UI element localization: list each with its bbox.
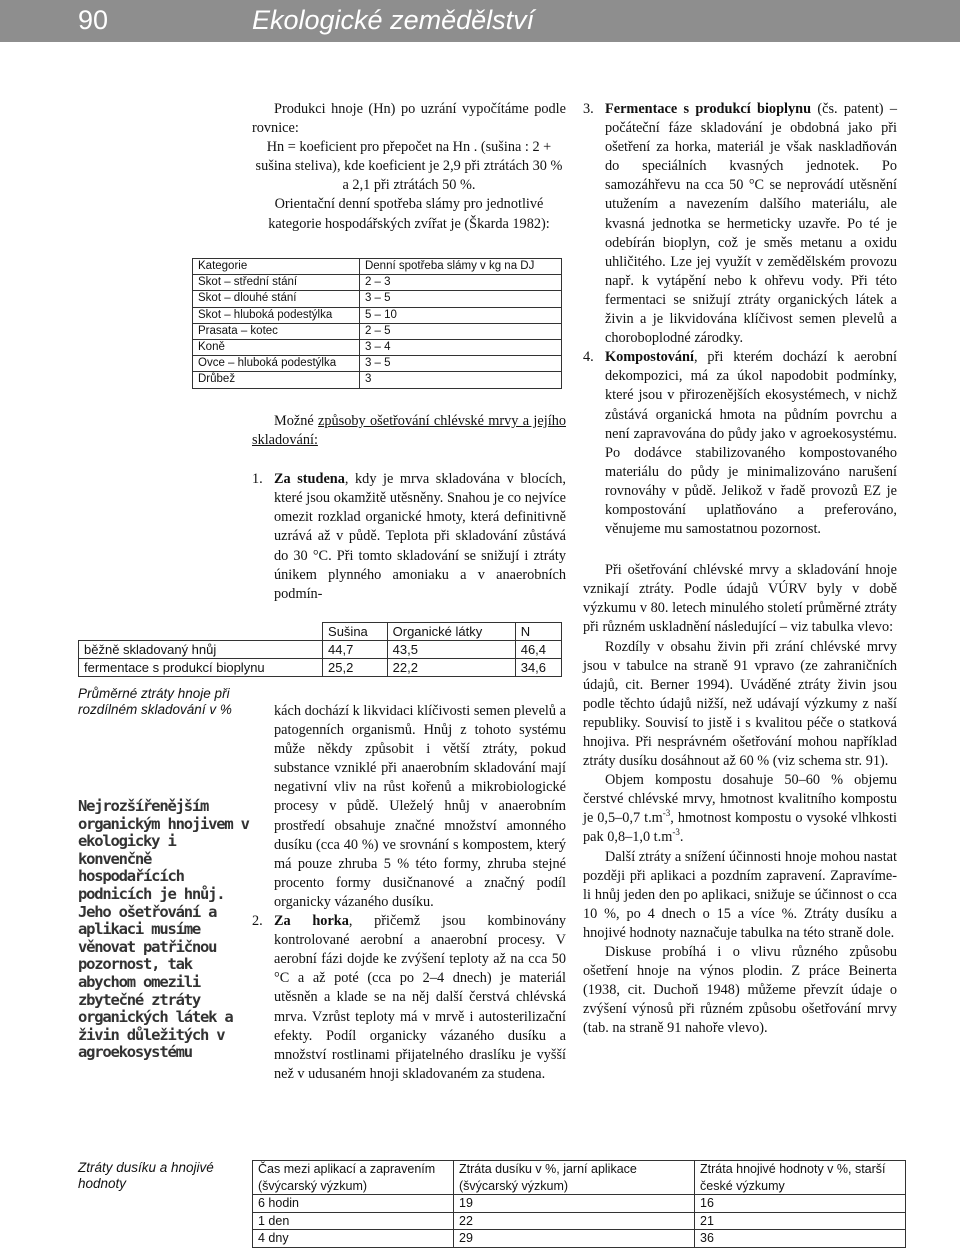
table-header-row	[79, 623, 562, 641]
list-number: 4.	[583, 349, 594, 366]
table-header-cell: Organické látky	[387, 623, 515, 641]
table-header-cell: Čas mezi aplikací a zapravením (švýcarský výzkum)	[253, 1161, 454, 1195]
right-column	[583, 100, 897, 1039]
table-header-cell: Ztráta hnojivé hodnoty v %, starší české výzkumy	[695, 1161, 906, 1195]
item-text: , při kterém dochází k aerobní dekompozici, má za úkol napodobit podmínky, které jsou v přirozenějších ekosystémech, v nichž zůstává organická hmota na půdním povrchu a není zapravována do půdy jako v agroekosystému. Po dodávce stabilizovaného kompostovaného materiálu do půdy je minimalizováno narušení rovnováhy v půdě. Jelikož v řadě provozů EZ je kompostování uplatňováno a preferováno, věnujeme mu samostatnou pozornost.	[605, 349, 897, 538]
list-number: 1.	[252, 471, 263, 488]
list-number: 3.	[583, 101, 594, 117]
list-intro	[252, 412, 566, 450]
straw-consumption-table	[192, 258, 562, 389]
paragraph: Orientační denní spotřeba slámy pro jednotlivé kategorie hospodářských zvířat je (Škarda 1982):	[268, 196, 550, 232]
table-cell: 25,2	[323, 659, 388, 677]
table-row	[253, 1195, 906, 1213]
table-header-row	[193, 259, 562, 275]
middle-column-bottom	[252, 702, 566, 1084]
table-cell: Koně	[193, 340, 360, 356]
table-cell: Ovce – hluboká podestýlka	[193, 356, 360, 372]
paragraph: Další ztráty a snížení účinnosti hnoje mohou nastat později při aplikaci a pozdním zapravení. Zapravíme-li hnůj jeden den po aplikaci, snižuje se účinnost o cca 10 %, po 4 dnech o 15 a více %. Ztráty dusíku a hnojivé hodnoty naznačuje tabulka na této straně dole.	[583, 848, 897, 941]
table-header-cell	[79, 623, 323, 641]
table-cell: 22	[454, 1212, 695, 1230]
table-cell: 19	[454, 1195, 695, 1213]
middle-column-mid	[252, 412, 566, 604]
table-cell: 21	[695, 1212, 906, 1230]
table-cell: 2 – 5	[359, 323, 561, 339]
table-row	[193, 275, 562, 291]
table-cell: 44,7	[323, 641, 388, 659]
page-header	[0, 0, 960, 42]
table-cell: 43,5	[387, 641, 515, 659]
table-cell: 2 – 3	[359, 275, 561, 291]
table-cell: 29	[454, 1230, 695, 1248]
list-item	[583, 100, 897, 348]
table-header-cell: Kategorie	[193, 259, 360, 275]
item-text: (čs. patent) – počáteční fáze skladování je obdobná jako při ošetření za horka, materiál je však naskladňován do speciálních kvasných jednotek. Po samozáhřevu na cca 50 °C se neprovádí utěsnění utužením a navezením dalšího materiálu, ale kvasná jednotka se hermeticky uzavře. Po té je odebírán bioplyn, což je směs metanu a oxidu uhličitého. Lze jej využít v zemědělském provozu např. k vytápění nebo k ohřevu vody. Při této fermentaci se snižují ztráty organických látek a živin a je likvidována klíčivost semen plevelů a choroboplodné zárodky.	[605, 101, 897, 347]
item-text: , přičemž jsou kombinovány kontrolované aerobní a anaerobní procesy. V aerobní fázi dojde ke zvýšení teploty až na cca 50 °C a až poté (cca po 2–4 dnech) je materiál utěsněn a klade se na něj další čerstvá chlévská mrva. Vzrůst teploty má v mrvě i autosterilizační efekty. Podíl organicky vázaného dusíku a množství rostlinami přijatelného draslíku je vyšší než v udusaném hnoji skladovaném za studena.	[274, 913, 566, 1082]
table-cell: Skot – hluboká podestýlka	[193, 307, 360, 323]
intro-underlined: způsoby ošetřování chlévské mrvy a jejího skladování:	[252, 413, 566, 449]
item-term: Fermentace s produkcí bioplynu	[605, 101, 812, 117]
table-row	[193, 323, 562, 339]
paragraph: Produkci hnoje (Hn) po uzrání vypočítáme podle rovnice:	[252, 101, 566, 137]
item-term: Za studena	[274, 471, 345, 488]
table-cell: 3	[359, 372, 561, 388]
text-run: Objem kompostu dosahuje 50–60 % objemu čerstvé chlévské mrvy, hmotnost kvalitního kompostu je 0,5–0,7 t.m	[583, 772, 897, 827]
table-cell: Prasata – kotec	[193, 323, 360, 339]
table-cell: Drůbež	[193, 372, 360, 388]
table-cell: 3 – 5	[359, 291, 561, 307]
nitrogen-losses-table	[252, 1160, 906, 1248]
list-item	[252, 912, 566, 1084]
paragraph: Při ošetřování chlévské mrvy a skladování hnoje vznikají ztráty. Podle údajů VÚRV byly v době výzkumu v 80. letech minulého století průměrné ztráty při různém uskladnění následující – viz tabulka vlevo:	[583, 562, 897, 636]
table-cell: 16	[695, 1195, 906, 1213]
formula: Hn = koeficient pro přepočet na Hn . (sušina : 2 + sušina steliva), kde koeficient je 2,9 při ztrátách 30 % a 2,1 při ztrátách 50 %.	[255, 139, 563, 194]
table-cell: 34,6	[515, 659, 561, 677]
table-cell: 4 dny	[253, 1230, 454, 1248]
storage-methods-list-cont	[252, 702, 566, 1084]
text-run: , hmotnost kompostu o vysoké vlhkosti pak 0,8–1,0 t.m	[583, 810, 897, 846]
table-cell: 22,2	[387, 659, 515, 677]
list-item-continued	[252, 702, 566, 912]
page-number: 90	[78, 5, 109, 35]
table-header-cell: Ztráta dusíku v %, jarní aplikace (švýcarský výzkum)	[454, 1161, 695, 1195]
list-number: 2.	[252, 913, 263, 930]
item-text: , kdy je mrva skladována v blocích, které jsou okamžitě utěsněny. Snahou je co nejvíce omezit rozklad organické hmoty, která definitivně uzrává až v půdě. Teplota při skladování zůstává do 30 °C. Při tomto skladování se snižují i ztráty únikem plynného amoniaku a v anaerobních podmín-	[274, 471, 566, 602]
table-row	[253, 1230, 906, 1248]
table-cell: 36	[695, 1230, 906, 1248]
superscript: -3	[672, 827, 680, 838]
table-cell: 3 – 5	[359, 356, 561, 372]
running-title: Ekologické zemědělství	[252, 5, 535, 35]
storage-methods-list	[252, 470, 566, 604]
table-cell: 3 – 4	[359, 340, 561, 356]
middle-column-top	[252, 100, 566, 234]
table-row	[193, 372, 562, 388]
list-item	[252, 470, 566, 604]
item-term: Za horka	[274, 913, 349, 930]
table-cell: 6 hodin	[253, 1195, 454, 1213]
paragraph	[583, 771, 897, 847]
table-row	[253, 1212, 906, 1230]
item-text: kách dochází k likvidaci klíčivosti semen plevelů a patogenních organismů. Hnůj z tohoto systému může někdy způsobit i větší ztráty, pokud substance vzniklé při anaerobním skladování mají negativní vliv na růst kořenů a mikrobiologické procesy v půdě. Uleželý hnůj v anaerobním prostředí obsahuje značné množství amonného dusíku (cca 40 %) ve srovnání s kompostem, který má pouze zhruba 5 % této formy, zhruba stejné procento formy dusičnanové a značný podíl organicky vázaného dusíku.	[274, 703, 566, 910]
table-header-cell: Denní spotřeba slámy v kg na DJ	[359, 259, 561, 275]
table-row	[79, 659, 562, 677]
paragraph: Rozdíly v obsahu živin při zrání chlévské mrvy jsou v tabulce na straně 91 vpravo (ze zahraničních údajů, cit. Berner 1994). Uváděné ztráty živin jsou podle těchto údajů nižší, než udávají výzkumy z naší republiky. Souvisí to jistě i s kvalitou péče o statková hnojiva. Při nesprávném ošetřování mohou například ztráty dusíku dosáhnout až 60 % (viz schema str. 91).	[583, 638, 897, 770]
paragraph: Diskuse probíhá i o vlivu různého způsobu ošetření hnoje na výnos plodin. Z práce Beinerta (1938, cit. Duchoň 1948) můžeme převzít údaje o zvýšení výnosů při různém způsobu ošetřování mrvy (tab. na straně 91 nahoře vlevo).	[583, 944, 897, 1037]
table-cell: Skot – dlouhé stání	[193, 291, 360, 307]
table-row	[193, 356, 562, 372]
storage-losses-table	[78, 622, 562, 677]
item-term: Kompostování	[605, 349, 694, 366]
list-item	[583, 348, 897, 539]
table-row	[193, 307, 562, 323]
table-header-cell: Sušina	[323, 623, 388, 641]
table-row	[79, 641, 562, 659]
table-caption: Průměrné ztráty hnoje při rozdílném skladování v %	[78, 686, 232, 717]
table-cell: 46,4	[515, 641, 561, 659]
table-header-cell: N	[515, 623, 561, 641]
table-cell: 1 den	[253, 1212, 454, 1230]
table-row	[193, 340, 562, 356]
intro-text: Možné	[274, 413, 319, 429]
superscript: -3	[662, 808, 671, 819]
text-run: .	[679, 829, 684, 846]
table-header-row	[253, 1161, 906, 1195]
table-cell: 5 – 10	[359, 307, 561, 323]
table-cell: fermentace s produkcí bioplynu	[79, 659, 323, 677]
table-cell: běžně skladovaný hnůj	[79, 641, 323, 659]
storage-methods-list-right	[583, 100, 897, 539]
table-row	[193, 291, 562, 307]
table-cell: Skot – střední stání	[193, 275, 360, 291]
table-caption: Ztráty dusíku a hnojivé hodnoty	[78, 1160, 214, 1191]
pull-quote: Nejrozšířenějším organickým hnojivem v ekologicky i konvenčně hospodařících podnicích je hnůj. Jeho ošetřování a aplikaci musíme věnovat patřičnou pozornost, tak abychom omezili zbytečné ztráty organických látek a živin důležitých v agroekosystému	[78, 797, 249, 1062]
